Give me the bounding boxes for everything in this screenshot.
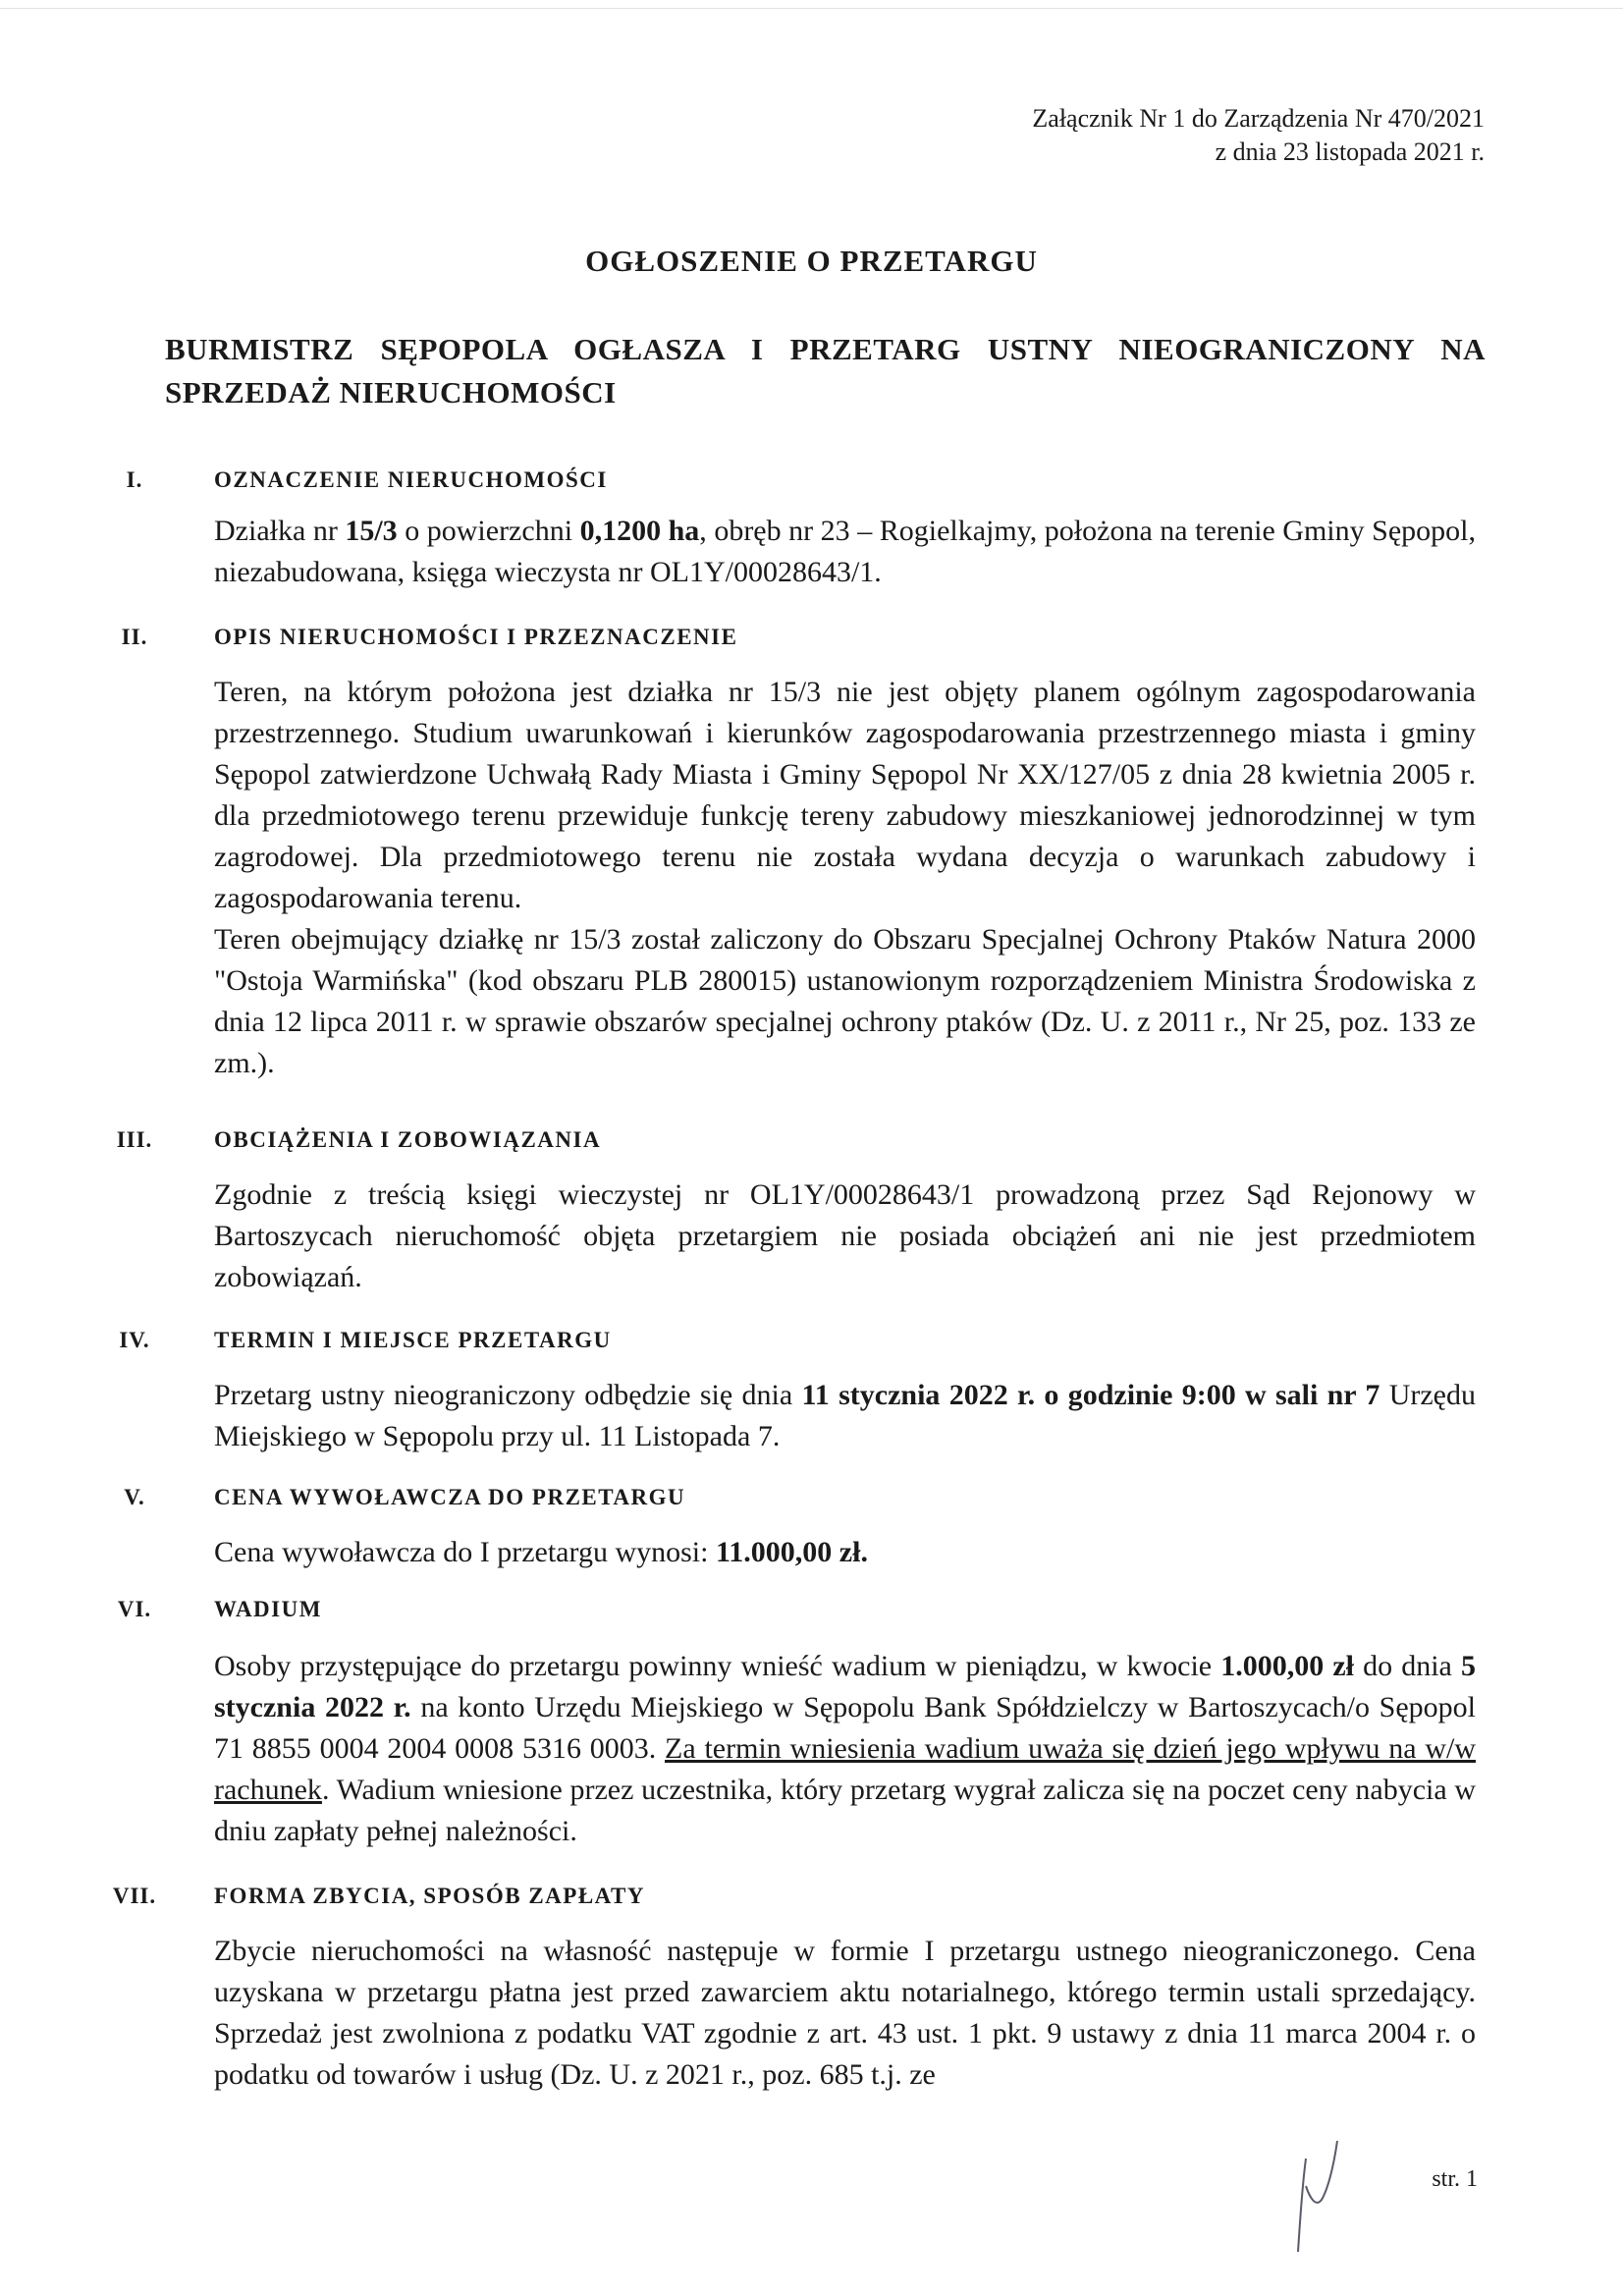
text-run: , obręb nr 23 – Rogielkajmy, położona na terenie Gminy Sępopol, niezabudowana, księga wieczysta nr OL1Y/00028643/1. xyxy=(214,515,1476,588)
section-number: V. xyxy=(124,1485,145,1509)
section-paragraph xyxy=(214,511,1476,593)
section-title: TERMIN I MIEJSCE PRZETARGU xyxy=(214,1328,612,1352)
section-title: WADIUM xyxy=(214,1597,322,1621)
text-run: Osoby przystępujące do przetargu powinny wnieść wadium w pieniądzu, w kwocie xyxy=(214,1650,1221,1682)
section-body xyxy=(214,1931,1476,2096)
section-paragraph: Teren obejmujący działkę nr 15/3 został zaliczony do Obszaru Specjalnej Ochrony Ptaków Natura 2000 "Ostoja Warmińska" (kod obszaru PLB 280015) ustanowionym rozporządzeniem Ministra Środowiska z dnia 12 lipca 2011 r. w sprawie obszarów specjalnej ochrony ptaków (Dz. U. z 2011 r., Nr 25, poz. 133 ze zm.). xyxy=(214,923,1476,1079)
section-body xyxy=(214,1532,1476,1573)
section-body xyxy=(214,672,1476,1084)
deposit-deadline: 5 stycznia 2022 r. xyxy=(214,1650,1476,1723)
text-run: Urzędu Miejskiego w Sępopolu przy ul. 11 Listopada 7. xyxy=(214,1379,1477,1452)
deposit-amount: 1.000,00 zł xyxy=(1220,1650,1354,1682)
section-title: OBCIĄŻENIA I ZOBOWIĄZANIA xyxy=(214,1127,602,1152)
text-run: . Wadium wniesione przez uczestnika, który przetarg wygrał zalicza się na poczet ceny nabycia w dniu zapłaty pełnej należności. xyxy=(214,1774,1476,1847)
section-paragraph xyxy=(214,1646,1476,1852)
section-number: VI. xyxy=(117,1597,152,1621)
section-title: FORMA ZBYCIA, SPOSÓB ZAPŁATY xyxy=(214,1884,646,1908)
top-edge-rule xyxy=(0,8,1623,9)
section-title: OPIS NIERUCHOMOŚCI I PRZEZNACZENIE xyxy=(214,625,738,649)
attachment-reference xyxy=(1032,102,1485,169)
section-paragraph xyxy=(214,1375,1476,1457)
attachment-line-1: Załącznik Nr 1 do Zarządzenia Nr 470/2021 xyxy=(1032,104,1485,133)
section-body xyxy=(214,511,1476,593)
text-run: Przetarg ustny nieograniczony odbędzie się dnia xyxy=(214,1379,802,1411)
section-number: III. xyxy=(116,1127,153,1152)
text-run: o powierzchni xyxy=(397,515,580,547)
parcel-area: 0,1200 ha xyxy=(579,515,700,547)
document-title: OGŁOSZENIE O PRZETARGU xyxy=(585,244,1038,278)
initials-signature-icon xyxy=(1276,2129,1355,2257)
section-paragraph xyxy=(214,1532,1476,1573)
section-number: VII. xyxy=(112,1884,157,1908)
section-paragraph: Zbycie nieruchomości na własność następuje w formie I przetargu ustnego nieograniczonego. Cena uzyskana w przetargu płatna jest przed zawarciem aktu notarialnego, którego termin ustali sprzedający. Sprzedaż jest zwolniona z podatku VAT zgodnie z art. 43 ust. 1 pkt. 9 ustawy z dnia 11 marca 2004 r. o podatku od towarów i usług (Dz. U. z 2021 r., poz. 685 t.j. ze xyxy=(214,1935,1476,2091)
starting-price: 11.000,00 zł. xyxy=(715,1536,868,1568)
auction-date-time-room: 11 stycznia 2022 r. o godzinie 9:00 w sali nr 7 xyxy=(801,1379,1380,1411)
section-paragraph: Teren, na którym położona jest działka nr 15/3 nie jest objęty planem ogólnym zagospodarowania przestrzennego. Studium uwarunkowań i kierunków zagospodarowania przestrzennego miasta i gminy Sępopol zatwierdzone Uchwałą Rady Miasta i Gminy Sępopol Nr XX/127/05 z dnia 28 kwietnia 2005 r. dla przedmiotowego terenu przewiduje funkcję tereny zabudowy mieszkaniowej jednorodzinnej w tym zagrodowej. Dla przedmiotowego terenu nie została wydana decyzja o warunkach zabudowy i zagospodarowania terenu. xyxy=(214,676,1476,914)
section-body xyxy=(214,1175,1476,1298)
underlined-clause: Za termin wniesienia wadium uważa się dzień jego wpływu na w/w rachunek xyxy=(214,1732,1477,1806)
text-run: Działka nr xyxy=(214,515,346,547)
section-body xyxy=(214,1646,1476,1852)
section-title: CENA WYWOŁAWCZA DO PRZETARGU xyxy=(214,1485,686,1509)
text-run: Cena wywoławcza do I przetargu wynosi: xyxy=(214,1536,716,1568)
attachment-line-2: z dnia 23 listopada 2021 r. xyxy=(1215,137,1485,166)
section-number: II. xyxy=(121,625,148,649)
section-title: OZNACZENIE NIERUCHOMOŚCI xyxy=(214,467,608,492)
section-number: IV. xyxy=(119,1328,150,1352)
section-paragraph: Zgodnie z treścią księgi wieczystej nr OL1Y/00028643/1 prowadzoną przez Sąd Rejonowy w Bartoszycach nieruchomość objęta przetargiem nie posiada obciążeń ani nie jest przedmiotem zobowiązań. xyxy=(214,1178,1476,1293)
section-number: I. xyxy=(126,467,143,492)
section-body xyxy=(214,1375,1476,1457)
text-run: do dnia xyxy=(1354,1650,1461,1682)
parcel-number: 15/3 xyxy=(345,515,398,547)
announcement-heading: BURMISTRZ SĘPOPOLA OGŁASZA I PRZETARG USTNY NIEOGRANICZONY NA SPRZEDAŻ NIERUCHOMOŚCI xyxy=(165,332,1486,410)
text-run: na konto Urzędu Miejskiego w Sępopolu Bank Spółdzielczy w Bartoszycach/o Sępopol 71 8855 0004 2004 0008 5316 0003. xyxy=(214,1691,1476,1765)
page-number: str. 1 xyxy=(1432,2166,1478,2192)
